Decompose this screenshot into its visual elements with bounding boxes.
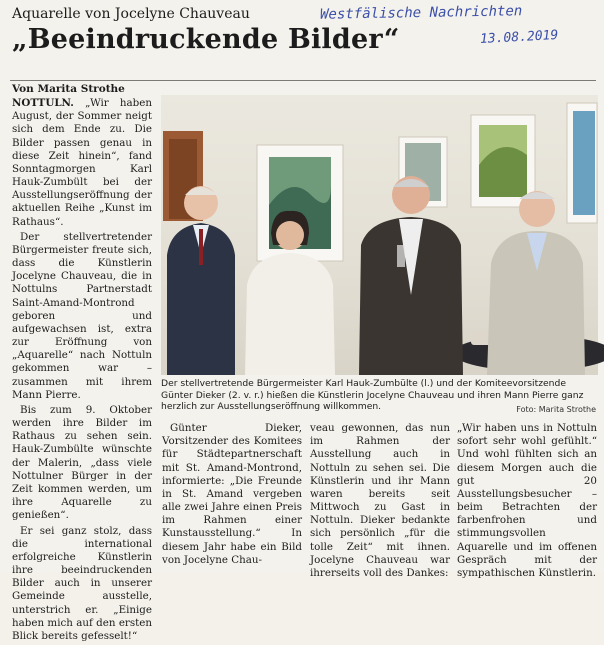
article-photo — [161, 95, 598, 375]
header-rule — [10, 80, 596, 81]
handwritten-publication-note: Westfälische Nachrichten — [319, 3, 523, 23]
handwritten-date-note: 13.08.2019 — [479, 27, 559, 48]
article-byline: Von Marita Strothe — [12, 83, 125, 95]
photo-caption: Der stellvertretende Bürgermeister Karl Hauk-Zumbülte (l.) und der Komiteevorsitzende Günter Dieker (2. v. r.) hießen die Künstlerin Jocelyne Chauveau und ihren Mann Pierre ganz herzlich zur Ausstellungseröffnung willkommen. — [161, 378, 584, 412]
article-column-2 — [162, 422, 302, 569]
article-paragraph: Der stellvertretender Bürgermeister freute sich, dass die Künstlerin Jocelyne Chauveau, die in Nottulns Partnerstadt Saint-Amand-Montrond geboren und aufgewachsen ist, extra zur Eröffnung von „Aquarelle“ nach Nottuln gekommen war – zusammen mit ihrem Mann Pierre. — [12, 230, 152, 401]
article-paragraph: veau gewonnen, das nun im Rahmen der Ausstellung auch in Nottuln zu sehen sei. Die Künstlerin und ihr Mann waren bereits seit Mittwoch zu Gast in Nottuln. Dieker bedankte sich persönlich „für die tolle Zeit“ mit ihnen. Jocelyne Chauveau war ihrerseits voll des Dankes: — [310, 422, 450, 579]
article-paragraph: Günter Dieker, Vorsitzender des Komitees für Städtepartnerschaft mit St. Amand-Montrond, informierte: „Die Freunde in St. Amand vergeben alle zwei Jahre einen Preis im Rahmen einer Kunstausstellung.“ In diesem Jahr habe ein Bild von Jocelyne Chau- — [162, 422, 302, 566]
article-dateline: NOTTULN. — [12, 97, 74, 109]
photo-illustration — [161, 95, 598, 375]
photo-credit: Foto: Marita Strothe — [516, 405, 596, 414]
article-headline: „Beeindruckende Bilder“ — [12, 24, 400, 55]
article-kicker: Aquarelle von Jocelyne Chauveau — [12, 6, 250, 22]
article-column-4 — [457, 422, 597, 582]
article-paragraph: NOTTULN. „Wir haben August, der Sommer neigt sich dem Ende zu. Die Bilder passen genau in diese Zeit hinein“, fand Sonntagmorgen Karl Hauk-Zumbült bei der Ausstellungseröffnung der aktuellen Reihe „Kunst im Rathaus“. — [12, 97, 152, 228]
article-column-3 — [310, 422, 450, 582]
painting-3 — [471, 115, 535, 207]
article-paragraph: Bis zum 9. Oktober werden ihre Bilder im Rathaus zu sehen sein. Hauk-Zumbülte wünschte der Malerin, „dass viele Nottulner Bürger in der Zeit kommen werden, um ihre Aquarelle zu genießen“. — [12, 403, 152, 522]
painting-4 — [567, 103, 597, 223]
article-paragraph: „Wir haben uns in Nottuln sofort sehr wohl gefühlt.“ Und wohl fühlten sich an diesem Morgen auch die gut 20 Ausstellungsbesucher – beim Betrachten der farbenfrohen und stimmungsvollen Aquarelle und im offenen Gespräch mit der sympathischen Künstlerin. — [457, 422, 597, 579]
article-paragraph: Er sei ganz stolz, dass die international erfolgreiche Künstlerin ihre beeindruckenden Bilder auch in unserer Gemeinde ausstelle, unterstrich er. „Einige haben mich auf den ersten Blick bereits gefesselt!“ — [12, 524, 152, 642]
article-column-1 — [12, 97, 152, 645]
